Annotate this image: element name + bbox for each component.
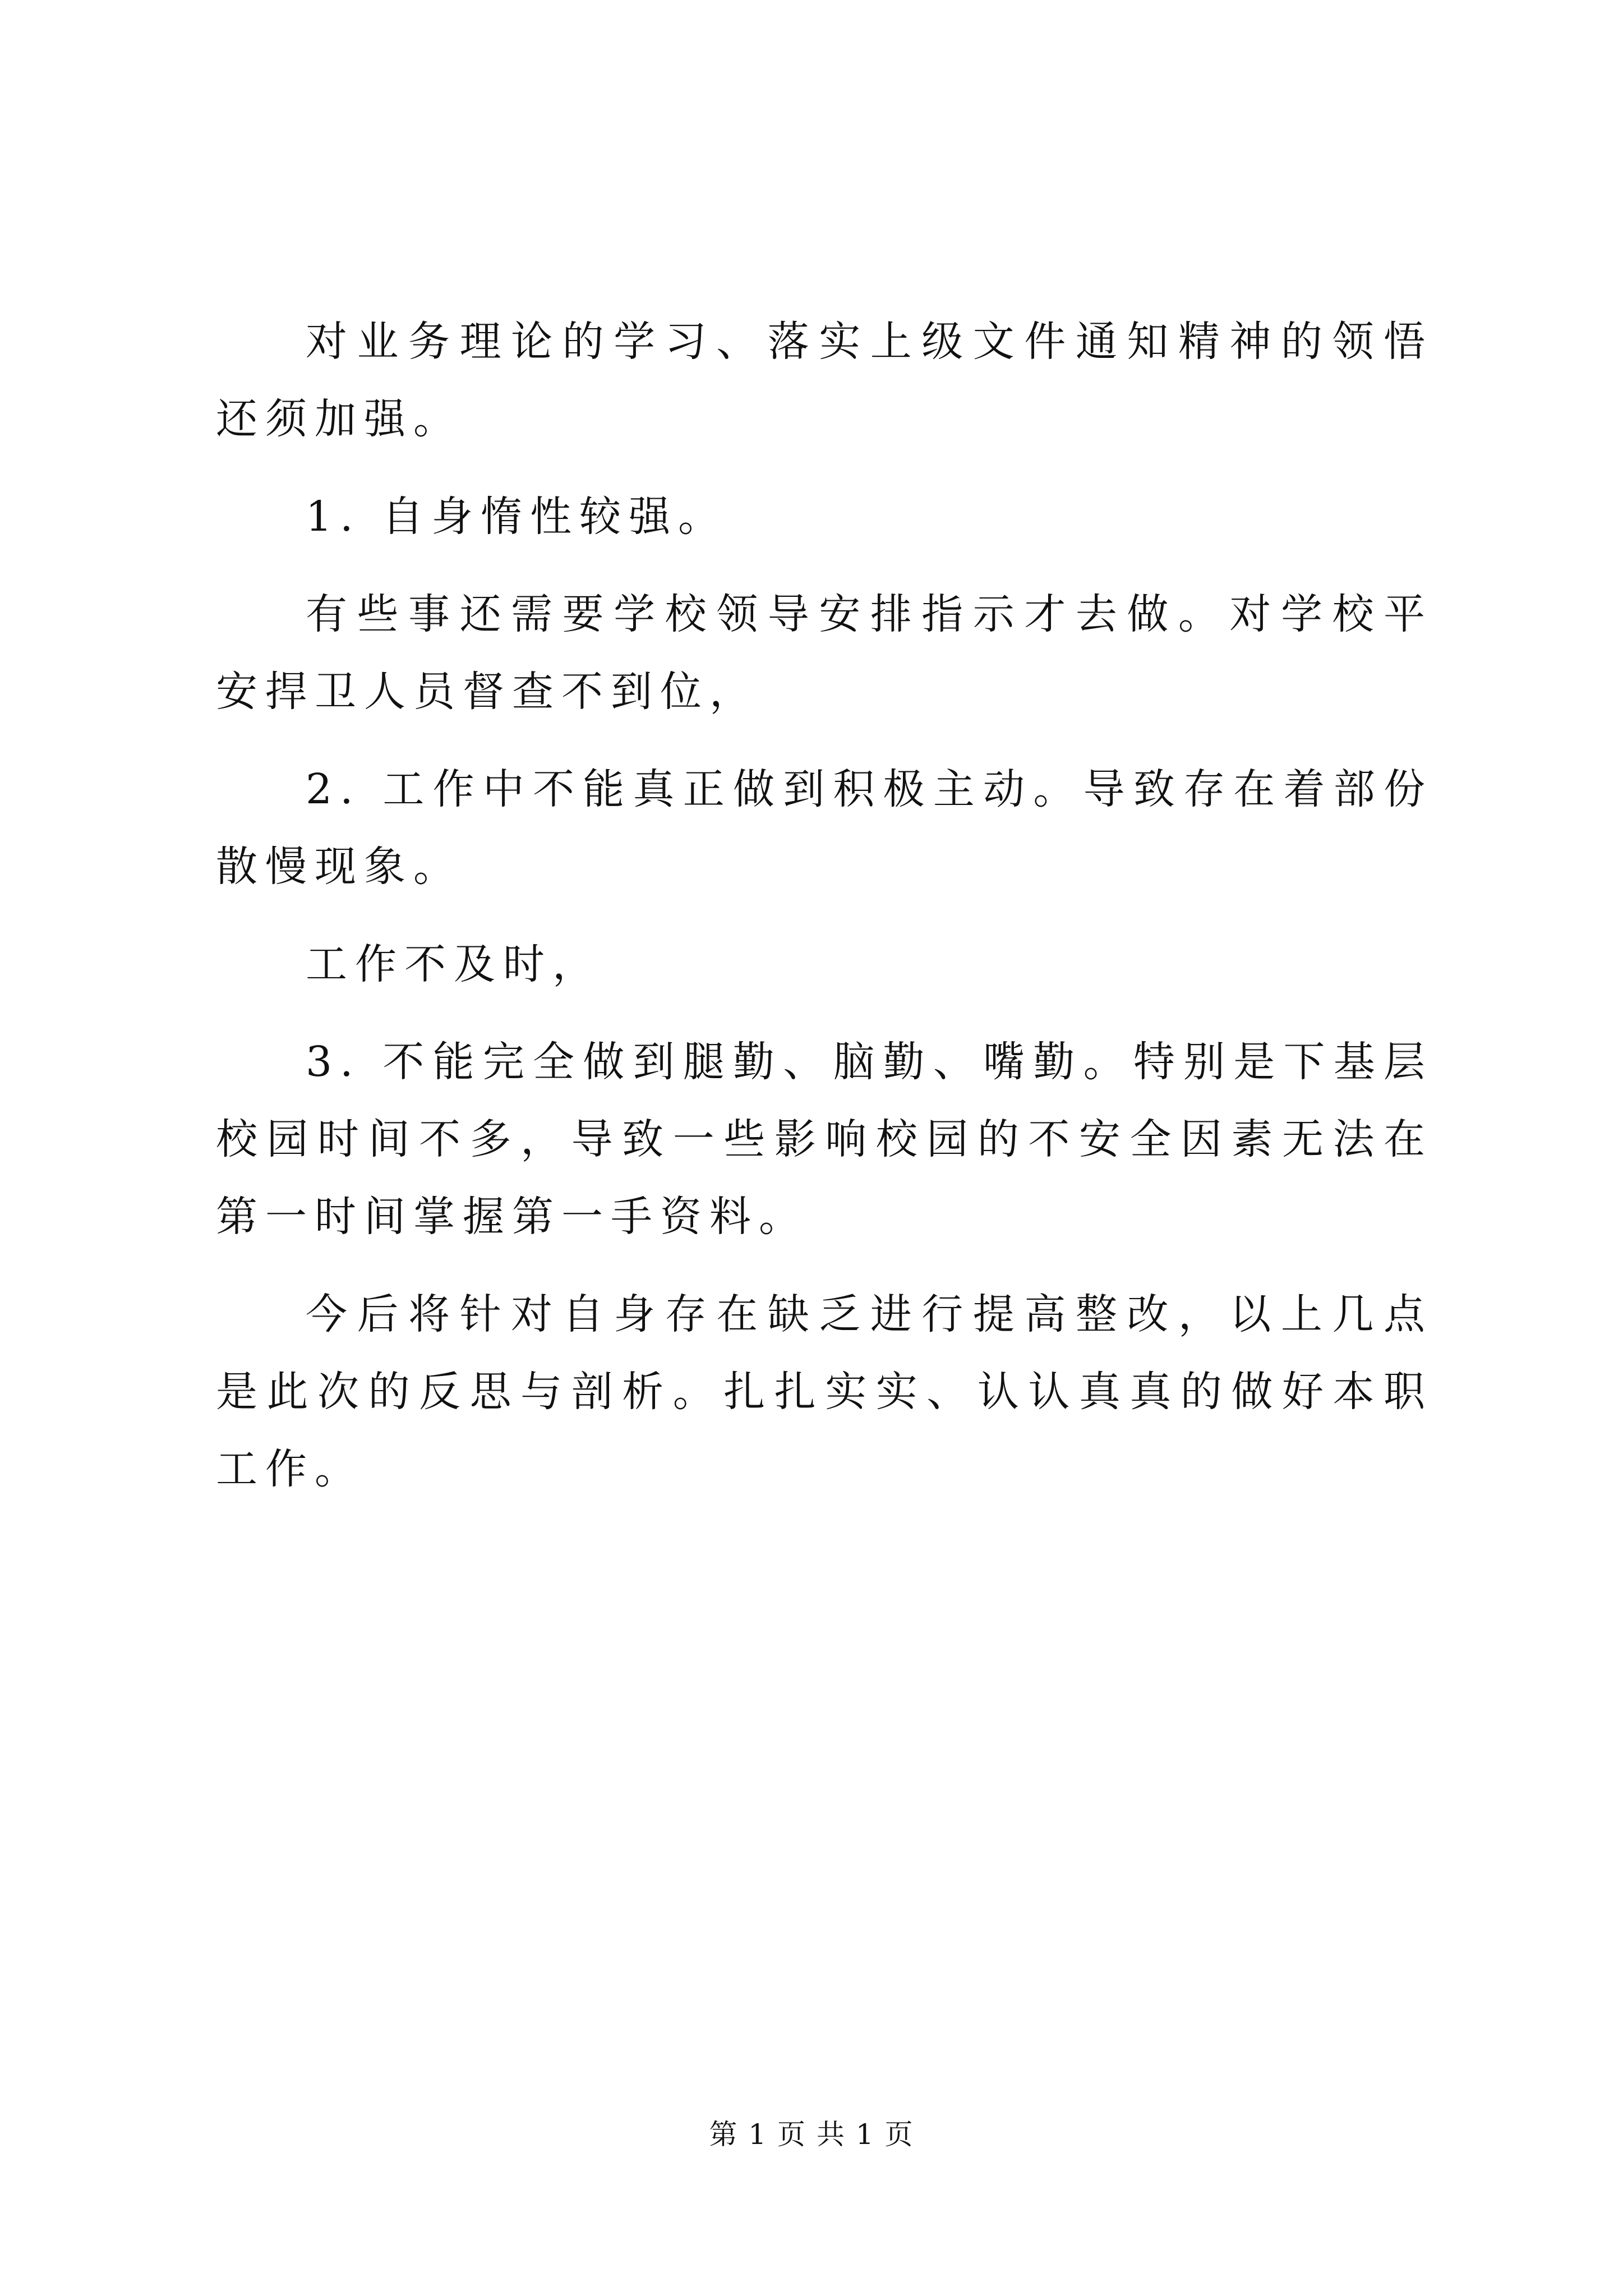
paragraph-3: 有些事还需要学校领导安排指示才去做。对学校平安捍卫人员督查不到位，	[216, 590, 1433, 716]
paragraph-6: 3. 不能完全做到腿勤、脑勤、嘴勤。特别是下基层校园时间不多，导致一些影响校园的不安全因素无法在第一时间掌握第一手资料。	[216, 1038, 1433, 1241]
paragraph-7: 今后将针对自身存在缺乏进行提高整改，以上几点是此次的反思与剖析。扎扎实实、认认真真的做好本职工作。	[216, 1290, 1433, 1493]
paragraph-5: 工作不及时，	[306, 940, 602, 988]
paragraph-1: 对业务理论的学习、落实上级文件通知精神的领悟还须加强。	[216, 318, 1433, 443]
paragraph-2: 1. 自身惰性较强。	[306, 493, 728, 541]
document-body	[216, 303, 1433, 1528]
paragraph-4: 2. 工作中不能真正做到积极主动。导致存在着部份散慢现象。	[216, 765, 1433, 891]
page-footer: 第 1 页 共 1 页	[709, 2118, 914, 2151]
